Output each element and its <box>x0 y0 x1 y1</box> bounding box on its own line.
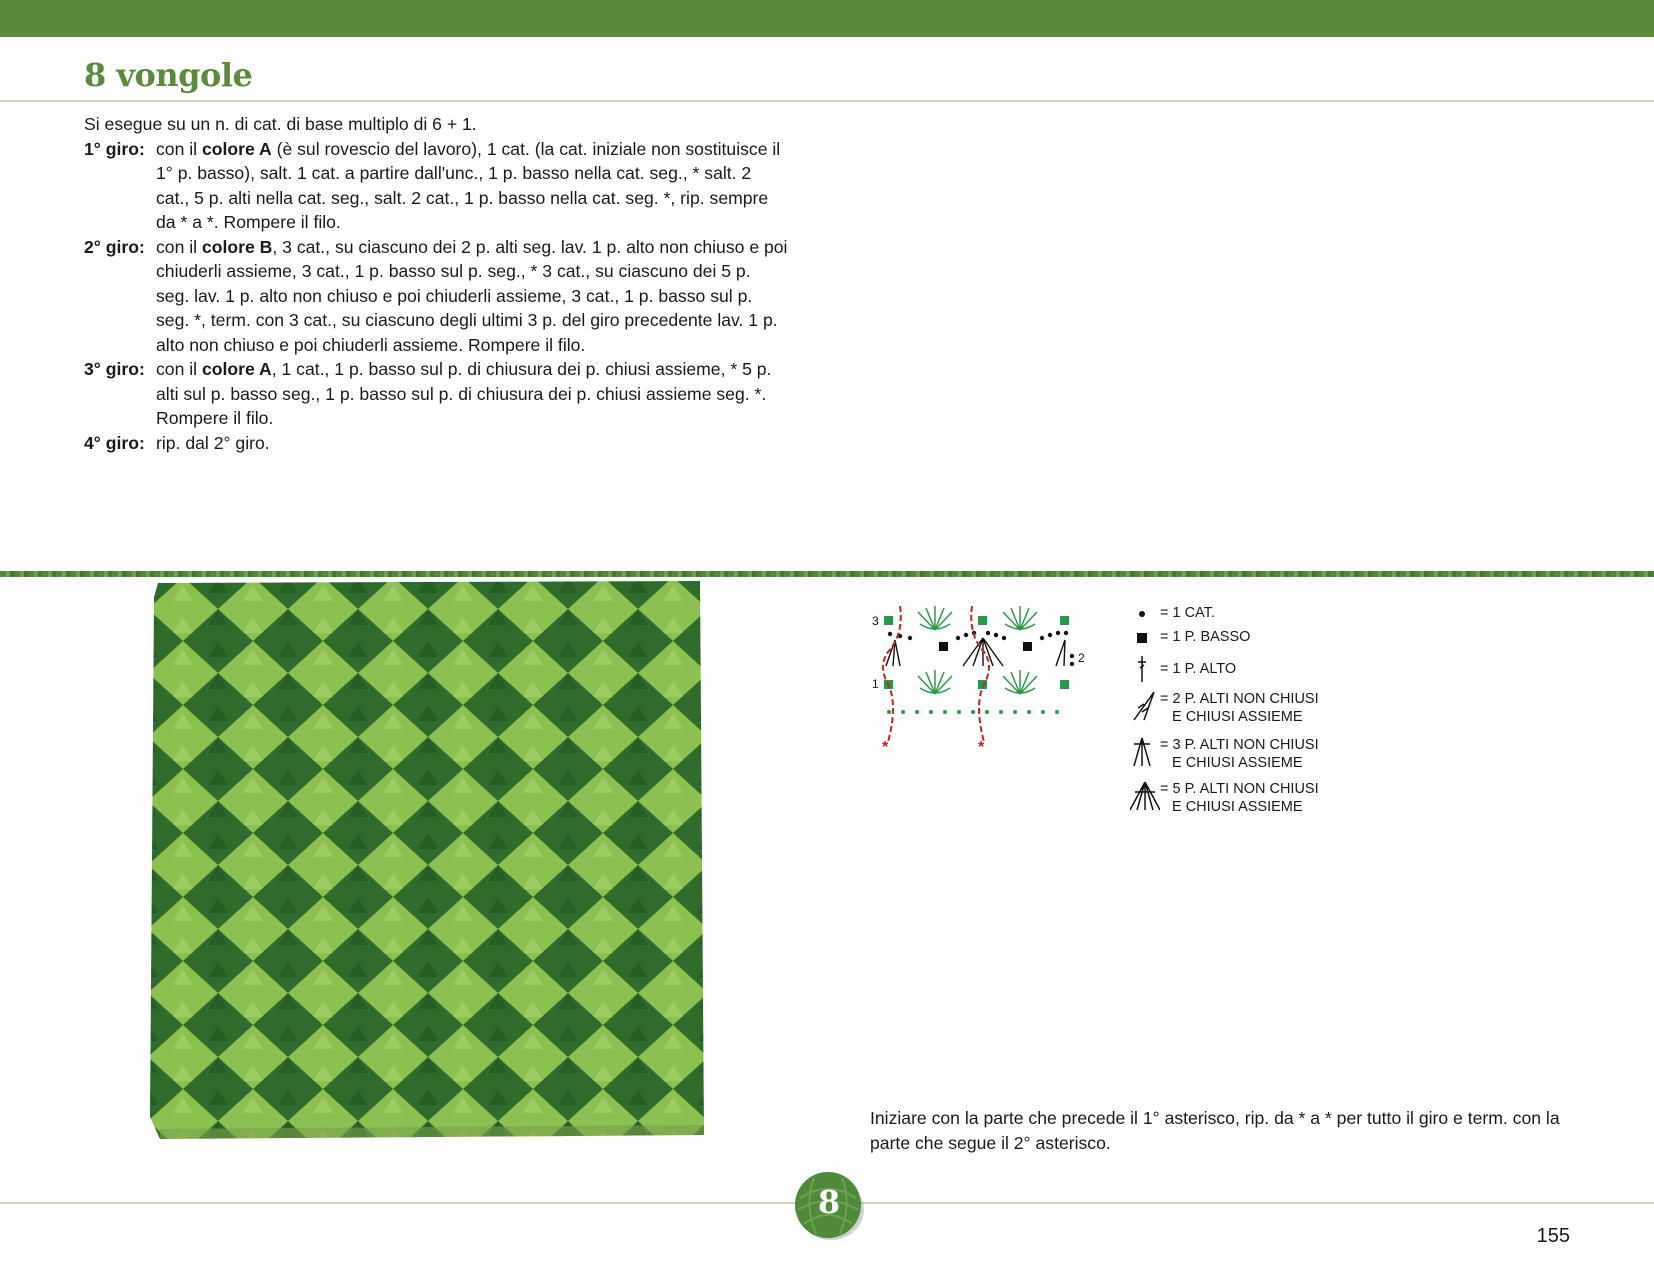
chart-asterisk-right: * <box>978 739 985 754</box>
dc2tog-icon <box>1130 690 1160 722</box>
dc3tog-icon <box>1130 736 1160 768</box>
chart-row-1 <box>884 670 1069 694</box>
row-text-pre: con il <box>156 236 202 257</box>
row-text <box>156 235 788 358</box>
row-label: 2° giro: <box>84 236 145 257</box>
row-text-bold: colore A <box>201 359 272 379</box>
legend-label-2: E CHIUSI ASSIEME <box>1172 755 1303 771</box>
instructions <box>84 112 788 455</box>
legend-item <box>1130 654 1340 686</box>
row-text-rest: rip. dal 2° giro. <box>156 432 270 453</box>
row-text <box>156 137 788 235</box>
row-text-rest: (è sul rovescio del lavoro), 1 cat. (la cat. iniziale non sostituisce il 1° p. basso), salt. 1 cat. a partire dall'unc., 1 p. basso nella cat. seg., * salt. 2 cat., 5 p. alti nella cat. seg., salt. 2 cat., 1 p. basso nella cat. seg. *, rip. sempre da * a *. Rompere il filo. <box>156 138 781 232</box>
row-instruction <box>84 357 788 431</box>
row-label: 4° giro: <box>84 432 145 453</box>
top-bar <box>0 0 1654 37</box>
row-text <box>156 431 788 456</box>
swatch-fabric <box>150 581 704 1139</box>
pattern-number: 8 <box>817 1183 841 1221</box>
chart-asterisk-left: * <box>882 739 889 754</box>
chart-note: Iniziare con la parte che precede il 1° asterisco, rip. da * a * per tutto il giro e term. con la parte che segue il 2° asterisco. <box>870 1107 1560 1153</box>
row-text <box>156 357 788 431</box>
row-label: 1° giro: <box>84 138 145 159</box>
chart-chain-row <box>887 710 1059 714</box>
chart-row-2 <box>886 631 1074 666</box>
legend-label: = 5 P. ALTI NON CHIUSI <box>1160 781 1319 797</box>
legend-label: = 1 P. ALTO <box>1160 661 1237 677</box>
dc5tog-icon <box>1130 780 1160 812</box>
chart-row-label-3: 3 <box>872 614 879 628</box>
row-text-rest: , 1 cat., 1 p. basso sul p. di chiusura dei p. chiusi assieme, * 5 p. alti sul p. basso seg., 1 p. basso sul p. di chiusura dei p. chiusi assieme seg. *. Rompere il filo. <box>156 359 772 428</box>
page-number: 155 <box>1536 1225 1570 1247</box>
row-text-rest: , 3 cat., su ciascuno dei 2 p. alti seg. lav. 1 p. alto non chiuso e poi chiuderli assieme, 3 cat., 1 p. basso sul p. seg., * 3 cat., su ciascuno dei 5 p. seg. lav. 1 p. alto non chiuso e poi chiuderli assieme, 3 cat., 1 p. basso sul p. seg. *, term. con 3 cat., su ciascuno degli ultimi 3 p. del giro precedente lav. 1 p. alto non chiuso e poi chiuderli assieme. Rompere il filo. <box>156 236 788 355</box>
row-instruction <box>84 235 788 358</box>
intro-text: Si esegue su un n. di cat. di base multiplo di 6 + 1. <box>84 114 477 134</box>
chart-row-label-1: 1 <box>872 677 879 691</box>
legend-item <box>1130 690 1340 726</box>
legend-item <box>1130 736 1340 772</box>
row-label: 3° giro: <box>84 359 145 379</box>
row-instruction <box>84 137 788 235</box>
chart-row-3 <box>884 606 1069 630</box>
row-text-bold: colore A <box>201 138 272 159</box>
row-text-pre: con il <box>156 138 202 159</box>
title-divider <box>0 100 1654 102</box>
crochet-swatch-photo <box>148 577 708 1142</box>
legend-label-2: E CHIUSI ASSIEME <box>1172 709 1303 725</box>
legend-label: = 1 P. BASSO <box>1160 629 1251 645</box>
legend-label: = 3 P. ALTI NON CHIUSI <box>1160 737 1319 753</box>
legend-label: = 1 CAT. <box>1160 605 1215 621</box>
chart-row-label-2: 2 <box>1078 651 1085 665</box>
crochet-chart-diagram <box>860 604 1090 754</box>
legend-label-2: E CHIUSI ASSIEME <box>1172 799 1303 815</box>
legend-item <box>1130 780 1340 816</box>
legend-label: = 2 P. ALTI NON CHIUSI <box>1160 691 1319 707</box>
row-text-bold: colore B <box>201 236 273 257</box>
page-title: 8 vongole <box>84 56 253 94</box>
row-text-pre: con il <box>156 359 202 379</box>
double-crochet-icon <box>1130 654 1160 686</box>
row-instruction <box>84 431 788 456</box>
